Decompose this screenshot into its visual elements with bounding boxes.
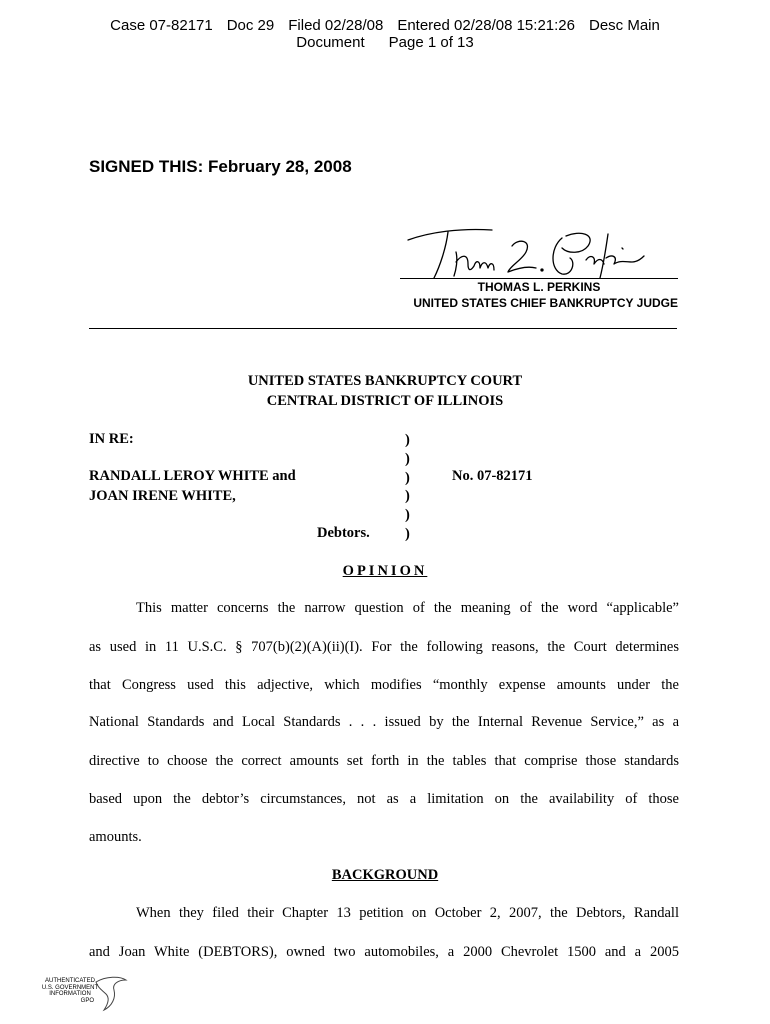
page-indicator: Page 1 of 13 <box>388 34 474 51</box>
judge-title: UNITED STATES CHIEF BANKRUPTCY JUDGE <box>413 296 678 310</box>
opinion-line: National Standards and Local Standards . . . issued by the Internal Revenue Service,” as a <box>89 714 679 730</box>
opinion-line: as used in 11 U.S.C. § 707(b)(2)(A)(ii)(I). For the following reasons, the Court determines <box>89 639 679 655</box>
judge-signature <box>400 218 645 282</box>
opinion-heading: OPINION <box>342 563 428 579</box>
case-header-line-1 <box>0 17 770 34</box>
court-name: UNITED STATES BANKRUPTCY COURT <box>247 373 523 389</box>
opinion-line: directive to choose the correct amounts set forth in the tables that comprise those standards <box>89 753 679 769</box>
entered-date: Entered 02/28/08 15:21:26 <box>397 17 575 34</box>
in-re-label: IN RE: <box>89 431 134 447</box>
caption-paren: ) <box>405 432 410 448</box>
judge-name: THOMAS L. PERKINS <box>477 280 601 294</box>
case-header-line-2 <box>0 34 770 51</box>
signature-line <box>400 278 678 279</box>
document-label: Document <box>296 34 365 51</box>
caption-parentheses <box>405 431 410 544</box>
party-name-2: JOAN IRENE WHITE, <box>89 488 236 504</box>
background-line: and Joan White (DEBTORS), owned two automobiles, a 2000 Chevrolet 1500 and a 2005 <box>89 944 679 960</box>
background-line: When they filed their Chapter 13 petition on October 2, 2007, the Debtors, Randall <box>136 905 679 921</box>
opinion-line: that Congress used this adjective, which modifies “monthly expense amounts under the <box>89 677 679 693</box>
case-number-caption: No. 07-82171 <box>452 468 533 484</box>
debtors-label: Debtors. <box>317 525 370 541</box>
background-heading: BACKGROUND <box>331 867 439 883</box>
seal-line-4: GPO <box>80 997 94 1004</box>
opinion-line: amounts. <box>89 829 142 845</box>
seal-line-1: AUTHENTICATED <box>45 978 95 984</box>
caption-paren: ) <box>405 469 410 486</box>
horizontal-rule <box>89 328 677 329</box>
opinion-line: This matter concerns the narrow question of the meaning of the word “applicable” <box>136 600 679 616</box>
filed-date: Filed 02/28/08 <box>288 17 384 34</box>
gpo-authentication-seal <box>40 972 130 1016</box>
party-name-1: RANDALL LEROY WHITE and <box>89 468 296 484</box>
seal-line-2: U.S. GOVERNMENT <box>41 984 99 991</box>
caption-paren: ) <box>405 525 410 542</box>
caption-paren: ) <box>405 450 410 467</box>
court-district: CENTRAL DISTRICT OF ILLINOIS <box>266 393 504 409</box>
caption-paren: ) <box>405 507 410 524</box>
desc: Desc Main <box>588 17 660 34</box>
caption-paren: ) <box>405 488 410 505</box>
signed-date: SIGNED THIS: February 28, 2008 <box>89 157 352 176</box>
doc-number: Doc 29 <box>226 17 275 34</box>
case-number: Case 07-82171 <box>110 17 213 34</box>
opinion-line: based upon the debtor’s circumstances, not as a limitation on the availability of those <box>89 791 679 807</box>
seal-line-3: INFORMATION <box>49 991 91 997</box>
